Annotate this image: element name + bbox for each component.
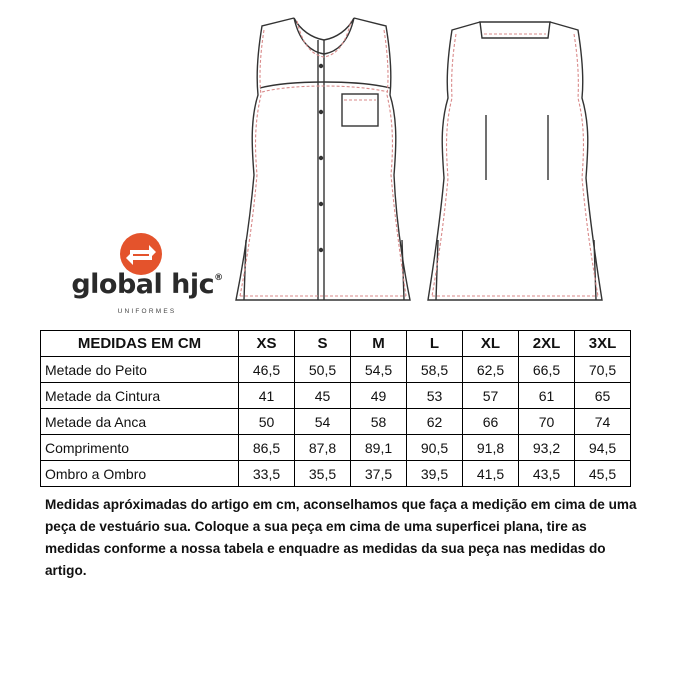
size-header: 3XL — [575, 331, 631, 357]
table-cell: 46,5 — [239, 357, 295, 383]
table-row — [41, 409, 631, 435]
table-cell: 86,5 — [239, 435, 295, 461]
table-cell: 87,8 — [295, 435, 351, 461]
row-label: Metade da Anca — [41, 409, 239, 435]
table-cell: 94,5 — [575, 435, 631, 461]
table-cell: 70,5 — [575, 357, 631, 383]
table-cell: 43,5 — [519, 461, 575, 487]
brand-logo — [62, 232, 232, 327]
brand-subtitle: UNIFORMES — [117, 308, 177, 315]
table-cell: 70 — [519, 409, 575, 435]
table-row — [41, 461, 631, 487]
table-cell: 62,5 — [463, 357, 519, 383]
table-cell: 41,5 — [463, 461, 519, 487]
table-row — [41, 435, 631, 461]
back-stitching — [432, 34, 598, 296]
table-cell: 58,5 — [407, 357, 463, 383]
table-cell: 58 — [351, 409, 407, 435]
table-cell: 41 — [239, 383, 295, 409]
table-cell: 54 — [295, 409, 351, 435]
table-cell: 90,5 — [407, 435, 463, 461]
row-label: Metade da Cintura — [41, 383, 239, 409]
table-cell: 62 — [407, 409, 463, 435]
table-row — [41, 383, 631, 409]
row-label: Comprimento — [41, 435, 239, 461]
front-view-drawing — [236, 18, 410, 300]
size-header: XL — [463, 331, 519, 357]
table-cell: 66 — [463, 409, 519, 435]
table-row — [41, 357, 631, 383]
table-cell: 49 — [351, 383, 407, 409]
brand-name: global hjc® — [71, 269, 223, 300]
table-cell: 50 — [239, 409, 295, 435]
table-cell: 45 — [295, 383, 351, 409]
table-cell: 57 — [463, 383, 519, 409]
size-header: L — [407, 331, 463, 357]
front-buttons — [319, 64, 323, 252]
table-cell: 65 — [575, 383, 631, 409]
table-cell: 33,5 — [239, 461, 295, 487]
table-cell: 89,1 — [351, 435, 407, 461]
table-cell: 35,5 — [295, 461, 351, 487]
row-label: Ombro a Ombro — [41, 461, 239, 487]
table-cell: 50,5 — [295, 357, 351, 383]
table-cell: 39,5 — [407, 461, 463, 487]
table-cell: 66,5 — [519, 357, 575, 383]
size-header: XS — [239, 331, 295, 357]
size-header: M — [351, 331, 407, 357]
size-header: 2XL — [519, 331, 575, 357]
table-cell: 91,8 — [463, 435, 519, 461]
table-header-row — [41, 331, 631, 357]
table-cell: 61 — [519, 383, 575, 409]
size-table — [40, 330, 631, 487]
back-view-drawing — [428, 22, 602, 300]
table-cell: 93,2 — [519, 435, 575, 461]
row-label: Metade do Peito — [41, 357, 239, 383]
size-header: S — [295, 331, 351, 357]
table-cell: 53 — [407, 383, 463, 409]
measurement-note: Medidas apróximadas do artigo em cm, aconselhamos que faça a medição em cima de uma peça de vestuário sua. Coloque a sua peça em cima de uma superficei plana, tire as medidas conforme a nossa tabela e enquadre as medidas da sua peça nas medidas do artigo. — [45, 497, 637, 578]
header-label: MEDIDAS EM CM — [41, 331, 239, 357]
table-cell: 45,5 — [575, 461, 631, 487]
table-cell: 54,5 — [351, 357, 407, 383]
table-cell: 74 — [575, 409, 631, 435]
table-cell: 37,5 — [351, 461, 407, 487]
